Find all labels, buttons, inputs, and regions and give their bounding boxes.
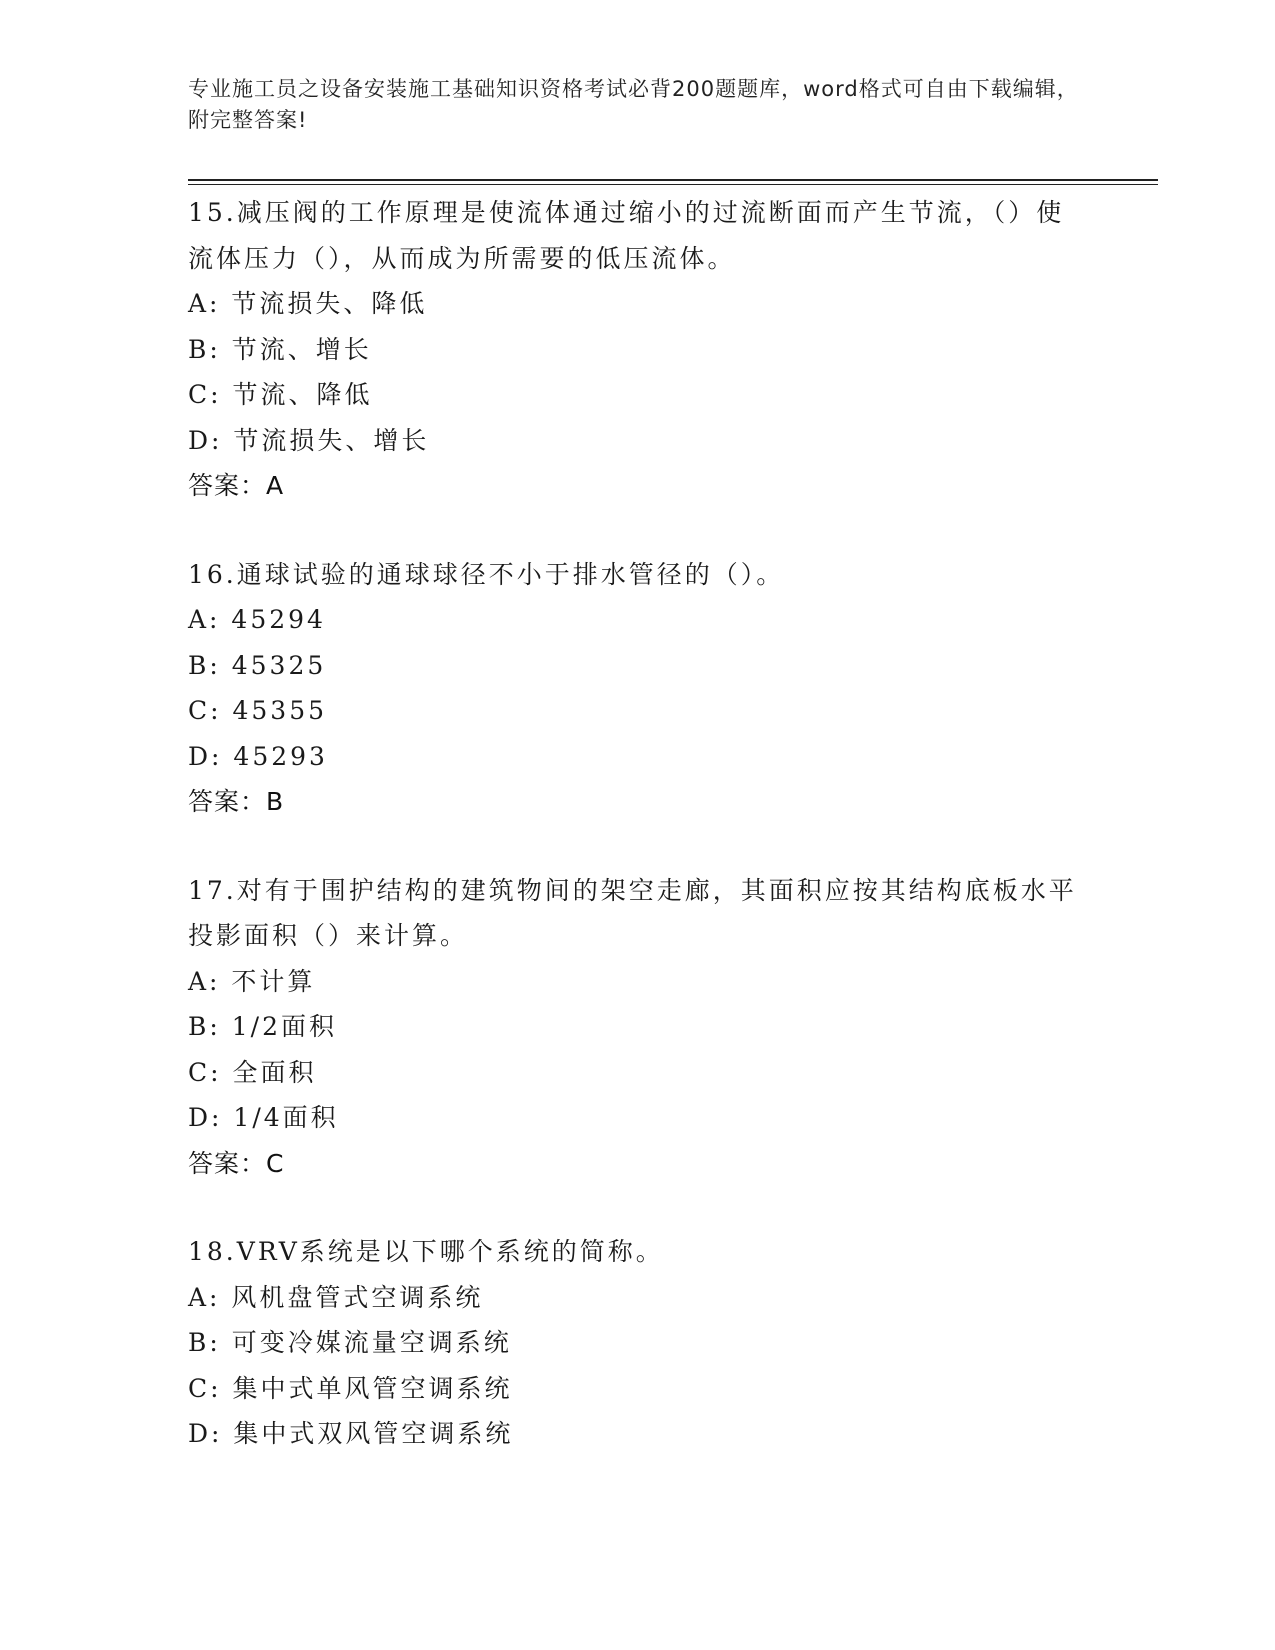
question-stem: 16.通球试验的通球球径不小于排水管径的（）。 — [188, 559, 785, 589]
option-d: D: 集中式双风管空调系统 — [188, 1419, 514, 1448]
option-a: A: 节流损失、降低 — [188, 289, 428, 318]
option-d: D: 节流损失、增长 — [188, 425, 430, 455]
header-divider-thick — [188, 179, 1158, 181]
option-b: B: 45325 — [188, 650, 327, 680]
option-c: C: 全面积 — [188, 1057, 317, 1087]
answer: 答案：B — [188, 787, 285, 816]
header-divider-thin — [188, 184, 1158, 185]
question-list — [188, 190, 1088, 1500]
option-a: A: 风机盘管式空调系统 — [188, 1282, 484, 1312]
question-16 — [188, 552, 1088, 825]
question-stem: 15.减压阀的工作原理是使流体通过缩小的过流断面而产生节流，（）使流体压力（），从而成为所需要的低压流体。 — [188, 198, 1065, 273]
document-header: 专业施工员之设备安装施工基础知识资格考试必背200题题库，word格式可自由下载编辑，附完整答案! — [188, 77, 1079, 132]
question-stem: 17.对有于围护结构的建筑物间的架空走廊，其面积应按其结构底板水平投影面积（）来计算。 — [188, 875, 1077, 950]
answer: 答案：A — [188, 471, 285, 500]
option-a: A: 45294 — [188, 605, 326, 634]
question-15 — [188, 190, 1088, 509]
answer: 答案：C — [188, 1148, 285, 1178]
question-17 — [188, 868, 1088, 1187]
option-c: C: 45355 — [188, 696, 328, 725]
option-c: C: 集中式单风管空调系统 — [188, 1373, 513, 1403]
option-d: D: 1/4面积 — [188, 1103, 339, 1132]
question-18 — [188, 1229, 1088, 1457]
option-b: B: 1/2面积 — [188, 1012, 337, 1041]
option-b: B: 节流、增长 — [188, 334, 372, 364]
option-d: D: 45293 — [188, 741, 328, 771]
question-stem: 18.VRV系统是以下哪个系统的简称。 — [188, 1237, 664, 1266]
option-a: A: 不计算 — [188, 966, 316, 996]
option-c: C: 节流、降低 — [188, 380, 373, 409]
option-b: B: 可变冷媒流量空调系统 — [188, 1328, 512, 1357]
